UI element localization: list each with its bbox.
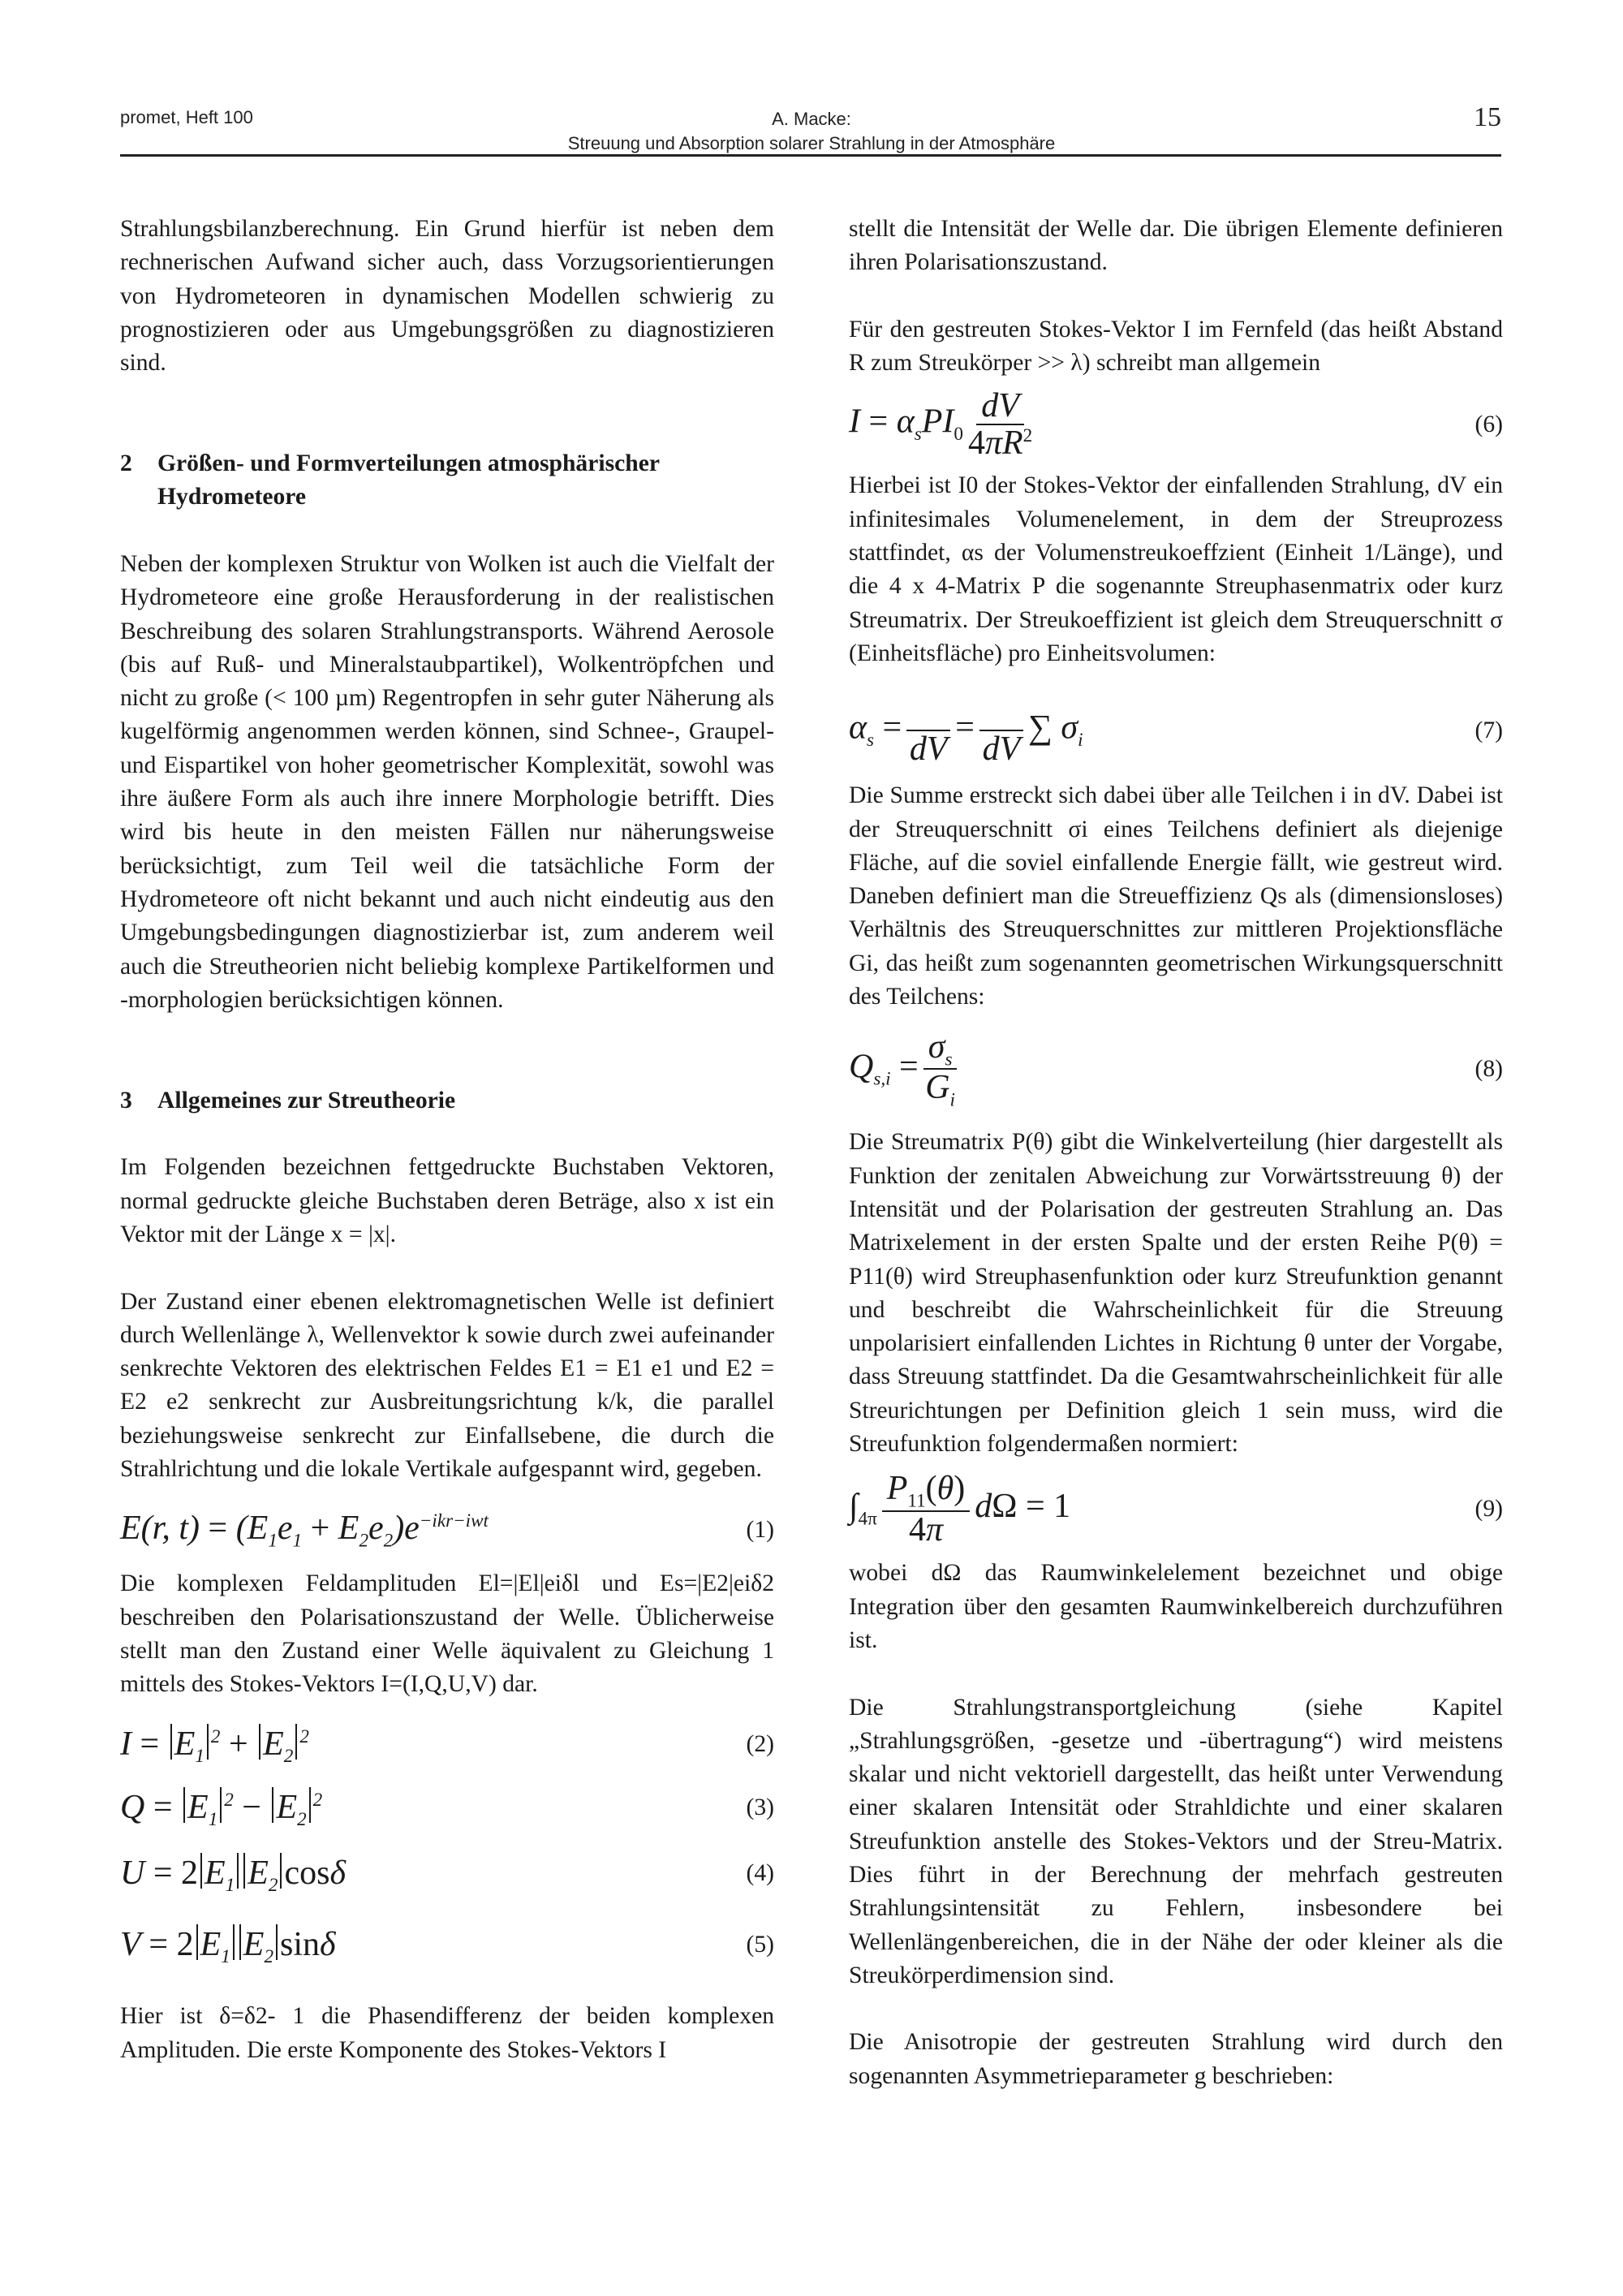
equation-1-formula: E(r, $t) = (E_1e_1 + E_2e_2)e^{-ikr-iwt}$	[120, 1509, 489, 1550]
equation-3	[120, 1774, 774, 1841]
paragraph-notation: Im Folgenden bezeichnen fettgedruckte Buchstaben Vektoren, normal gedruckte gleiche Buchstaben deren Beträge, also x ist ein Vektor mit der Länge x = |x|.	[120, 1154, 774, 1247]
header-author: A. Macke:	[772, 109, 851, 129]
paragraph-section-2: Neben der komplexen Struktur von Wolken ist auch die Vielfalt der Hydrometeore eine große Herausforderung in der realistischen Beschreibung des solaren Strahlungstransports. Während Aerosole (bis auf Ruß- und Mineralstaubpartikel), Wolkentröpfchen und nicht zu große (< 100 µm) Regentropfen in sehr guter Näherung als kugelförmig angenommen werden können, sind Schnee-, Graupel- und Eispartikel von hoher geometrischer Komplexität, sowohl was ihre äußere Form als auch ihre innere Morphologie betrifft. Dies wird bis heute in den meisten Fällen nur näherungsweise berücksichtigt, zum Teil weil die tatsächliche Form der Hydrometeore oft nicht bekannt und auch nicht eindeutig aus den Umgebungsbedingungen diagnostizierbar ist, zum anderem weil auch die Streutheorien nicht beliebig komplexe Partikelformen und -morphologien berücksichtigen können.	[120, 550, 774, 1013]
paragraph-continuation: stellt die Intensität der Welle dar. Die übrigen Elemente definieren ihren Polarisationszustand.	[849, 216, 1503, 276]
equation-8	[849, 1020, 1503, 1118]
journal-label: promet, Heft 100	[120, 107, 253, 127]
equation-4	[120, 1841, 774, 1906]
equation-6-formula: $I = \alpha_sPI_0$ $\frac{dV}{4\pi R^2}$	[849, 387, 1033, 463]
paragraph-field-amplitudes: Die komplexen Feldamplituden El=|El|eiδl und Es=|E2|eiδ2 beschreiben den Polarisationszustand der Welle. Üblicherweise stellt man den Zustand einer Welle äquivalent zu Gleichung 1 mittels des Stokes-Vektors I=(I,Q,U,V) dar.	[120, 1570, 774, 1698]
right-column	[849, 213, 1503, 2093]
paragraph-definitions: Hierbei ist I0 der Stokes-Vektor der einfallenden Strahlung, dV ein infinitesimales Volumenelement, in dem der Streuprozess stattfindet, αs der Volumenstreukoeffzient (Einheit 1/Länge), und die 4 x 4-Matrix P die sogenannte Streuphasenmatrix oder kurz Streumatrix. Der Streukoeffizient ist gleich dem Streuquerschnitt σ (Einheitsfläche) pro Einheitsvolumen:	[849, 472, 1503, 666]
header-rule	[120, 154, 1501, 157]
paragraph-wave-state: Der Zustand einer ebenen elektromagnetischen Welle ist definiert durch Wellenlänge λ, Wellenvektor k sowie durch zwei aufeinander senkrechte Vektoren des elektrischen Feldes E1 = E1 e1 und E2 = E2 e2 senkrecht zur Ausbreitungsrichtung k/k, die parallel beziehungsweise senkrecht zur Einfallsebene, die durch die Strahlrichtung und die lokale Vertikale aufgespannt wird, gegeben.	[120, 1288, 774, 1482]
paragraph-solid-angle: wobei dΩ das Raumwinkelelement bezeichnet und obige Integration über den gesamten Raumwinkelbereich durchzuführen ist.	[849, 1560, 1503, 1653]
equation-2-formula: $I = E_1^2 + E_2^2$	[120, 1725, 309, 1767]
paragraph-phase-difference: Hier ist δ=δ2- 1 die Phasendifferenz der beiden komplexen Amplituden. Die erste Komponente des Stokes-Vektors I	[120, 2003, 774, 2063]
section-2-number: 2	[120, 450, 132, 477]
paragraph-scattered-stokes: Für den gestreuten Stokes-Vektor I im Fernfeld (das heißt Abstand R zum Streukörper >> λ) schreibt man allgemein	[849, 316, 1503, 377]
section-3-number: 3	[120, 1087, 132, 1114]
equation-4-number: (4)	[746, 1859, 774, 1886]
paragraph-anisotropy: Die Anisotropie der gestreuten Strahlung wird durch den sogenannten Asymmetrieparameter g beschrieben:	[849, 2029, 1503, 2089]
equation-7-formula: $\alpha_s$ = dV = dV ∑ $\sigma_i$	[849, 694, 1083, 767]
equation-3-number: (3)	[746, 1794, 774, 1820]
header-title: Streuung und Absorption solarer Strahlung in der Atmosphäre	[567, 133, 1056, 153]
paragraph-scattering-matrix: Die Streumatrix P(θ) gibt die Winkelverteilung (hier dargestellt als Funktion der zenitalen Abweichung zur Vorwärtsstreuung θ) der Intensität und der Polarisation der gestreuten Strahlung an. Das Matrixelement in der ersten Spalte und der ersten Reihe P(θ) = P11(θ) wird Streuphasenfunktion oder kurz Streufunktion genannt und beschreibt die Wahrscheinlichkeit für die Streuung unpolarisiert einfallenden Lichtes in Richtung θ unter der Vorgabe, dass Streuung stattfindet. Da die Gesamtwahrscheinlichkeit für alle Streurichtungen per Definition gleich 1 sein muss, wird die Streufunktion folgendermaßen normiert:	[849, 1129, 1503, 1458]
equation-8-formula: $Q_{s,i}$ = $\frac{\sigma_s}{G_i}$	[849, 1029, 962, 1109]
equation-4-formula: U = 2 $E_1$ $E_2$ cosδ	[120, 1854, 346, 1896]
equation-1	[120, 1493, 774, 1567]
equation-9	[849, 1461, 1503, 1557]
equation-8-number: (8)	[1474, 1055, 1503, 1082]
section-2-heading	[120, 447, 774, 515]
paragraph-sum: Die Summe erstreckt sich dabei über alle Teilchen i in dV. Dabei ist der Streuquerschnitt σi eines Teilchens definiert als diejenige Fläche, auf die soviel einfallende Energie fällt, wie gestreut wird. Daneben definiert man die Streueffizienz Qs als (dimensionsloses) Verhältnis des Streuquerschnittes zur mittleren Projektionsfläche Gi, das heißt zum sogenannten geometrischen Wirkungsquerschnitt des Teilchens:	[849, 782, 1503, 1010]
equation-5	[120, 1906, 774, 1984]
equation-6	[849, 380, 1503, 469]
equation-1-number: (1)	[746, 1516, 774, 1543]
section-2-title: Größen- und Formverteilungen atmosphärischer Hydrometeore	[157, 450, 660, 510]
equation-9-number: (9)	[1474, 1495, 1503, 1522]
running-header	[454, 107, 1169, 156]
page-number: 15	[1474, 102, 1501, 132]
equation-9-formula: $\int_{4\pi}$ $\frac{P_{11}(\theta)}{4\pi}$ dΩ = 1	[849, 1469, 1071, 1549]
equation-2-number: (2)	[746, 1730, 774, 1757]
paragraph-intro: Strahlungsbilanzberechnung. Ein Grund hierfür ist neben dem rechnerischen Aufwand sicher auch, dass Vorzugsorientierungen von Hydrometeoren in dynamischen Modellen schwierig zu prognostizieren oder aus Umgebungsgrößen zu diagnostizieren sind.	[120, 216, 774, 377]
section-3-title: Allgemeines zur Streutheorie	[157, 1087, 456, 1114]
equation-2	[120, 1714, 774, 1774]
equation-5-formula: V = 2 $E_1$ $E_2$ sinδ	[120, 1925, 336, 1967]
equation-7	[849, 682, 1503, 779]
left-column	[120, 213, 774, 2067]
section-3-heading	[120, 1084, 774, 1118]
equation-3-formula: $Q = E_1^2 - E_2^2$	[120, 1788, 323, 1830]
equation-7-number: (7)	[1474, 717, 1503, 743]
equation-5-number: (5)	[746, 1931, 774, 1958]
paragraph-transport-equation: Die Strahlungstransportgleichung (siehe Kapitel „Strahlungsgrößen, -gesetze und -übertragung“) wird meistens skalar und nicht vektoriell dargestellt, das heißt unter Verwendung einer skalaren Intensität oder Strahldichte und einer skalaren Streufunktion anstelle des Stokes-Vektors und der Streu-Matrix. Dies führt in der Berechnung der mehrfach gestreuten Strahlungsintensität zu Fehlern, insbesondere bei Wellenlängenbereichen, die in der Nähe der oder kleiner als die Streukörperdimension sind.	[849, 1694, 1503, 1988]
equation-6-number: (6)	[1474, 411, 1503, 437]
